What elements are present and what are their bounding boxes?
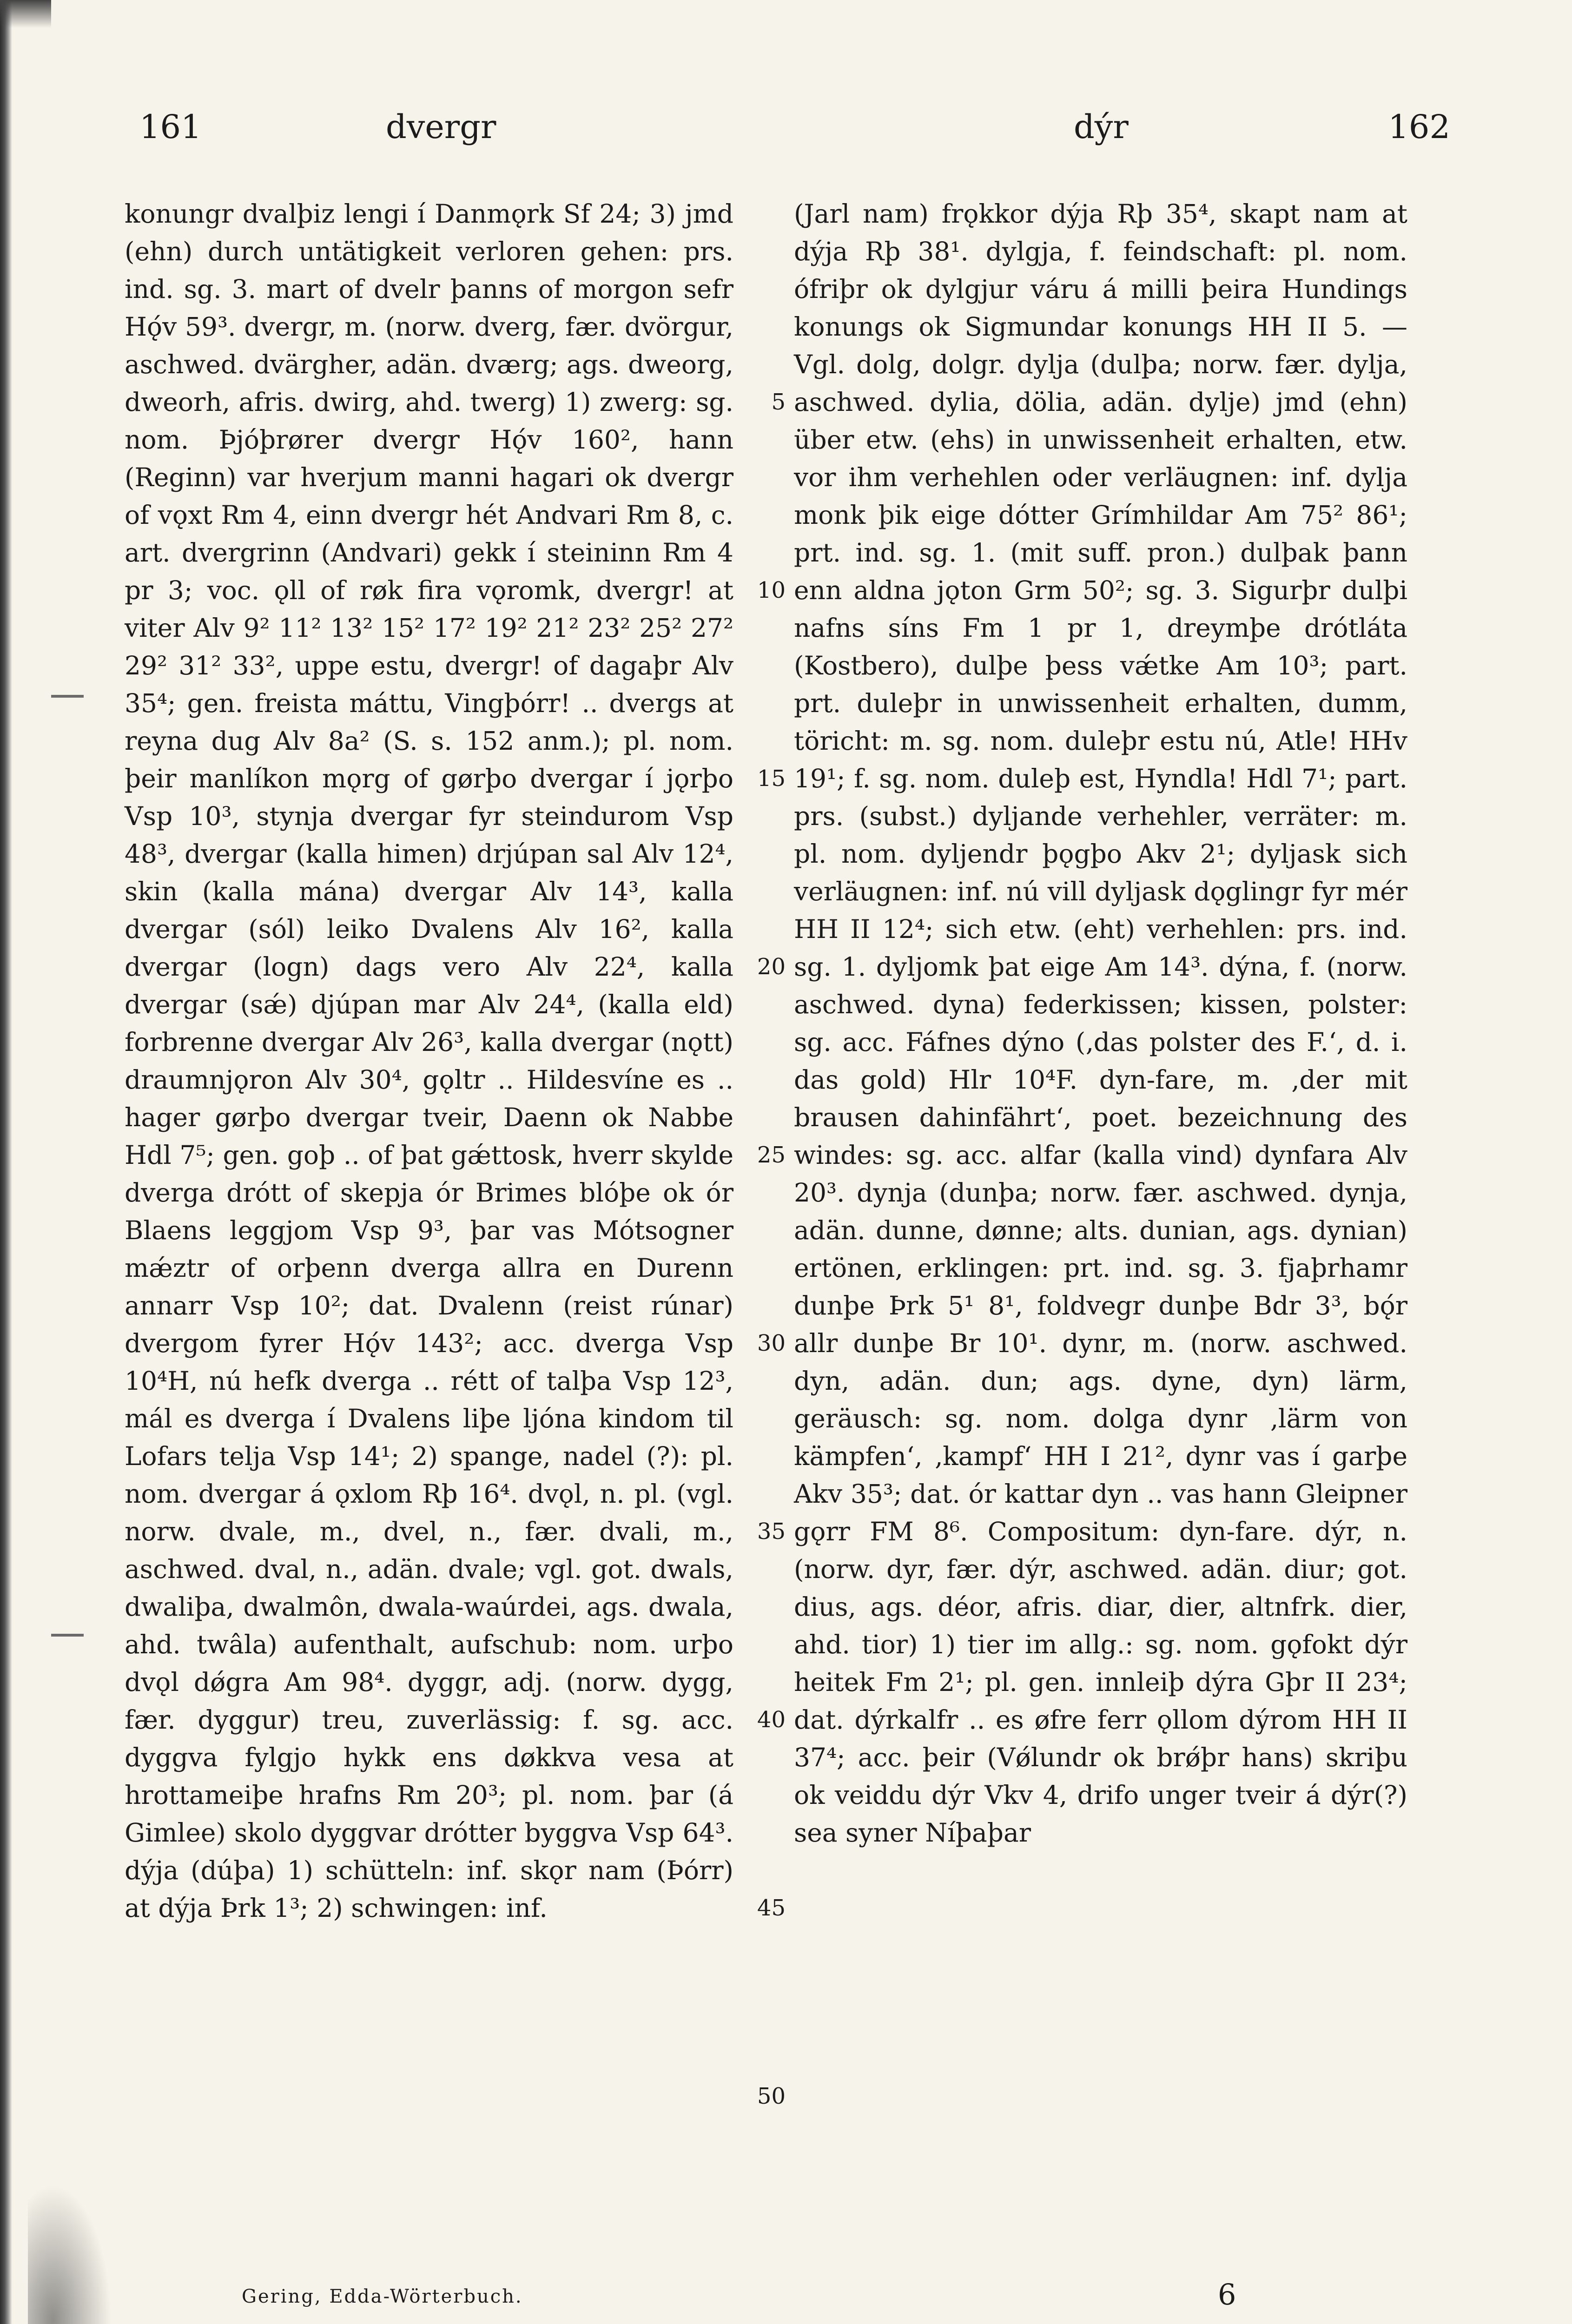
page-number-left: 161 [139, 108, 202, 146]
margin-mark [51, 1634, 84, 1637]
line-number: 50 [757, 2083, 786, 2109]
line-number: 35 [757, 1519, 786, 1545]
line-number: 40 [757, 1707, 786, 1733]
margin-mark [51, 695, 84, 698]
scan-binding-edge [0, 0, 12, 2324]
line-number: 45 [757, 1895, 786, 1921]
line-number: 25 [757, 1142, 786, 1168]
running-headword-right: dýr [1074, 108, 1129, 146]
sheet-number: 6 [1218, 2278, 1236, 2311]
right-column-text: (Jarl nam) frǫkkor dýja Rþ 35⁴, skapt nam at dýja Rþ 38¹. dylgja, f. feindschaft: pl. nom. ófriþr ok dylgjur váru á milli þeira Hundings konungs ok Sigmundar konungs HH II 5. — Vgl. dolg, dolgr. dylja (dulþa; norw. fær. dylja, aschwed. dylia, dölia, adän. dylje) jmd (ehn) über etw. (ehs) in unwissenheit erhalten, etw. vor ihm verhehlen oder verläugnen: inf. dylja monk þik eige dótter Grímhildar Am 75² 86¹; prt. ind. sg. 1. (mit suff. pron.) dulþak þann enn aldna jǫton Grm 50²; sg. 3. Sigurþr dulþi nafns síns Fm 1 pr 1, dreymþe drótláta (Kostbero), dulþe þess vǽtke Am 10³; part. prt. duleþr in unwissenheit erhalten, dumm, töricht: m. sg. nom. duleþr estu nú, Atle! HHv 19¹; f. sg. nom. duleþ est, Hyndla! Hdl 7¹; part. prs. (subst.) dyljande verhehler, verräter: m. pl. nom. dyljendr þǫgþo Akv 2¹; dyljask sich verläugnen: inf. nú vill dyljask dǫglingr fyr mér HH II 12⁴; sich etw. (eht) verhehlen: prs. ind. sg. 1. dyljomk þat eige Am 14³. dýna, f. (norw. aschwed. dyna) federkissen; kissen, polster: sg. acc. Fáfnes dýno (‚das polster des F.‘, d. i. das gold) Hlr 10⁴F. dyn-fare, m. ‚der mit brausen dahinfährt‘, poet. bezeichnung des windes: sg. acc. alfar (kalla vind) dynfara Alv 20³. dynja (dunþa; norw. fær. aschwed. dynja, adän. dunne, dønne; alts. dunian, ags. dynian) ertönen, erklingen: prt. ind. sg. 3. fjaþrhamr dunþe Þrk 5¹ 8¹, foldvegr dunþe Bdr 3³, bǫ́r allr dunþe Br 10¹. dynr, m. (norw. aschwed. dyn, adän. dun; ags. dyne, dyn) lärm, geräusch: sg. nom. dolga dynr ‚lärm von kämpfen‘, ‚kampf‘ HH I 21², dynr vas í garþe Akv 35³; dat. ór kattar dyn .. vas hann Gleipner gǫrr FM 8⁶. Compositum: dyn-fare. dýr, n. (norw. dyr, fær. dýr, aschwed. adän. diur; got. dius, ags. déor, afris. diar, dier, altnfrk. dier, ahd. tior) 1) tier im allg.: sg. nom. gǫfokt dýr heitek Fm 2¹; pl. gen. innleiþ dýra Gþr II 23⁴; dat. dýrkalfr .. es øfre ferr ǫllom dýrom HH II 37⁴; acc. þeir (Vǿlundr ok brǿþr hans) skriþu ok veiddu dýr Vkv 4, drifo unger tveir á dýr(?) sea syner Níþaþar [794, 199, 1407, 1848]
line-number: 30 [757, 1330, 786, 1356]
running-header [139, 108, 1450, 159]
signature-line: Gering, Edda-Wörterbuch. [242, 2286, 523, 2307]
left-column [125, 195, 733, 1927]
page-number-right: 162 [1388, 108, 1450, 146]
left-column-text: konungr dvalþiz lengi í Danmǫrk Sf 24; 3) jmd (ehn) durch untätigkeit verloren gehen: prs. ind. sg. 3. mart of dvelr þanns of morgon sefr Hǫ́v 59³. dvergr, m. (norw. dverg, fær. dvörgur, aschwed. dvärgher, adän. dværg; ags. dweorg, dweorh, afris. dwirg, ahd. twerg) 1) zwerg: sg. nom. Þjóþrører dvergr Hǫ́v 160², hann (Reginn) var hverjum manni hagari ok dvergr of vǫxt Rm 4, einn dvergr hét Andvari Rm 8, c. art. dvergrinn (Andvari) gekk í steininn Rm 4 pr 3; voc. ǫll of røk fira vǫromk, dvergr! at viter Alv 9² 11² 13² 15² 17² 19² 21² 23² 25² 27² 29² 31² 33², uppe estu, dvergr! of dagaþr Alv 35⁴; gen. freista máttu, Vingþórr! .. dvergs at reyna dug Alv 8a² (S. s. 152 anm.); pl. nom. þeir manlíkon mǫrg of gørþo dvergar í jǫrþo Vsp 10³, stynja dvergar fyr steindurom Vsp 48³, dvergar (kalla himen) drjúpan sal Alv 12⁴, skin (kalla mána) dvergar Alv 14³, kalla dvergar (sól) leiko Dvalens Alv 16², kalla dvergar (logn) dags vero Alv 22⁴, kalla dvergar (sǽ) djúpan mar Alv 24⁴, (kalla eld) forbrenne dvergar Alv 26³, kalla dvergar (nǫtt) draumnjǫron Alv 30⁴, gǫltr .. Hildesvíne es .. hager gørþo dvergar tveir, Daenn ok Nabbe Hdl 7⁵; gen. goþ .. of þat gǽttosk, hverr skylde dverga drótt of skepja ór Brimes blóþe ok ór Blaens leggjom Vsp 9³, þar vas Mótsogner mǽztr of orþenn dverga allra en Durenn annarr Vsp 10²; dat. Dvalenn (reist rúnar) dvergom fyrer Hǫ́v 143²; acc. dverga Vsp 10⁴H, nú hefk dverga .. rétt of talþa Vsp 12³, mál es dverga í Dvalens liþe ljóna kindom til Lofars telja Vsp 14¹; 2) spange, nadel (?): pl. nom. dvergar á ǫxlom Rþ 16⁴. dvǫl, n. pl. (vgl. norw. dvale, m., dvel, n., fær. dvali, m., aschwed. dval, n., adän. dvale; vgl. got. dwals, dwaliþa, dwalmôn, dwala-waúrdei, ags. dwala, ahd. twâla) aufenthalt, aufschub: nom. urþo dvǫl dǿgra Am 98⁴. dyggr, adj. (norw. dygg, fær. dyggur) treu, zuverlässig: f. sg. acc. dyggva fylgjo hykk ens døkkva vesa at hrottameiþe hrafns Rm 20³; pl. nom. þar (á Gimlee) skolo dyggvar drótter byggva Vsp 64³. dýja (dúþa) 1) schütteln: inf. skǫr nam (Þórr) at dýja Þrk 1³; 2) schwingen: inf. [125, 199, 733, 1923]
line-number: 20 [757, 954, 786, 980]
scan-corner-shadow [0, 0, 51, 28]
line-number: 15 [757, 766, 786, 792]
scan-smudge [28, 2185, 112, 2324]
line-number: 10 [757, 577, 786, 603]
right-column [794, 195, 1407, 1852]
running-headword-left: dvergr [386, 108, 496, 146]
line-number: 5 [771, 389, 786, 415]
